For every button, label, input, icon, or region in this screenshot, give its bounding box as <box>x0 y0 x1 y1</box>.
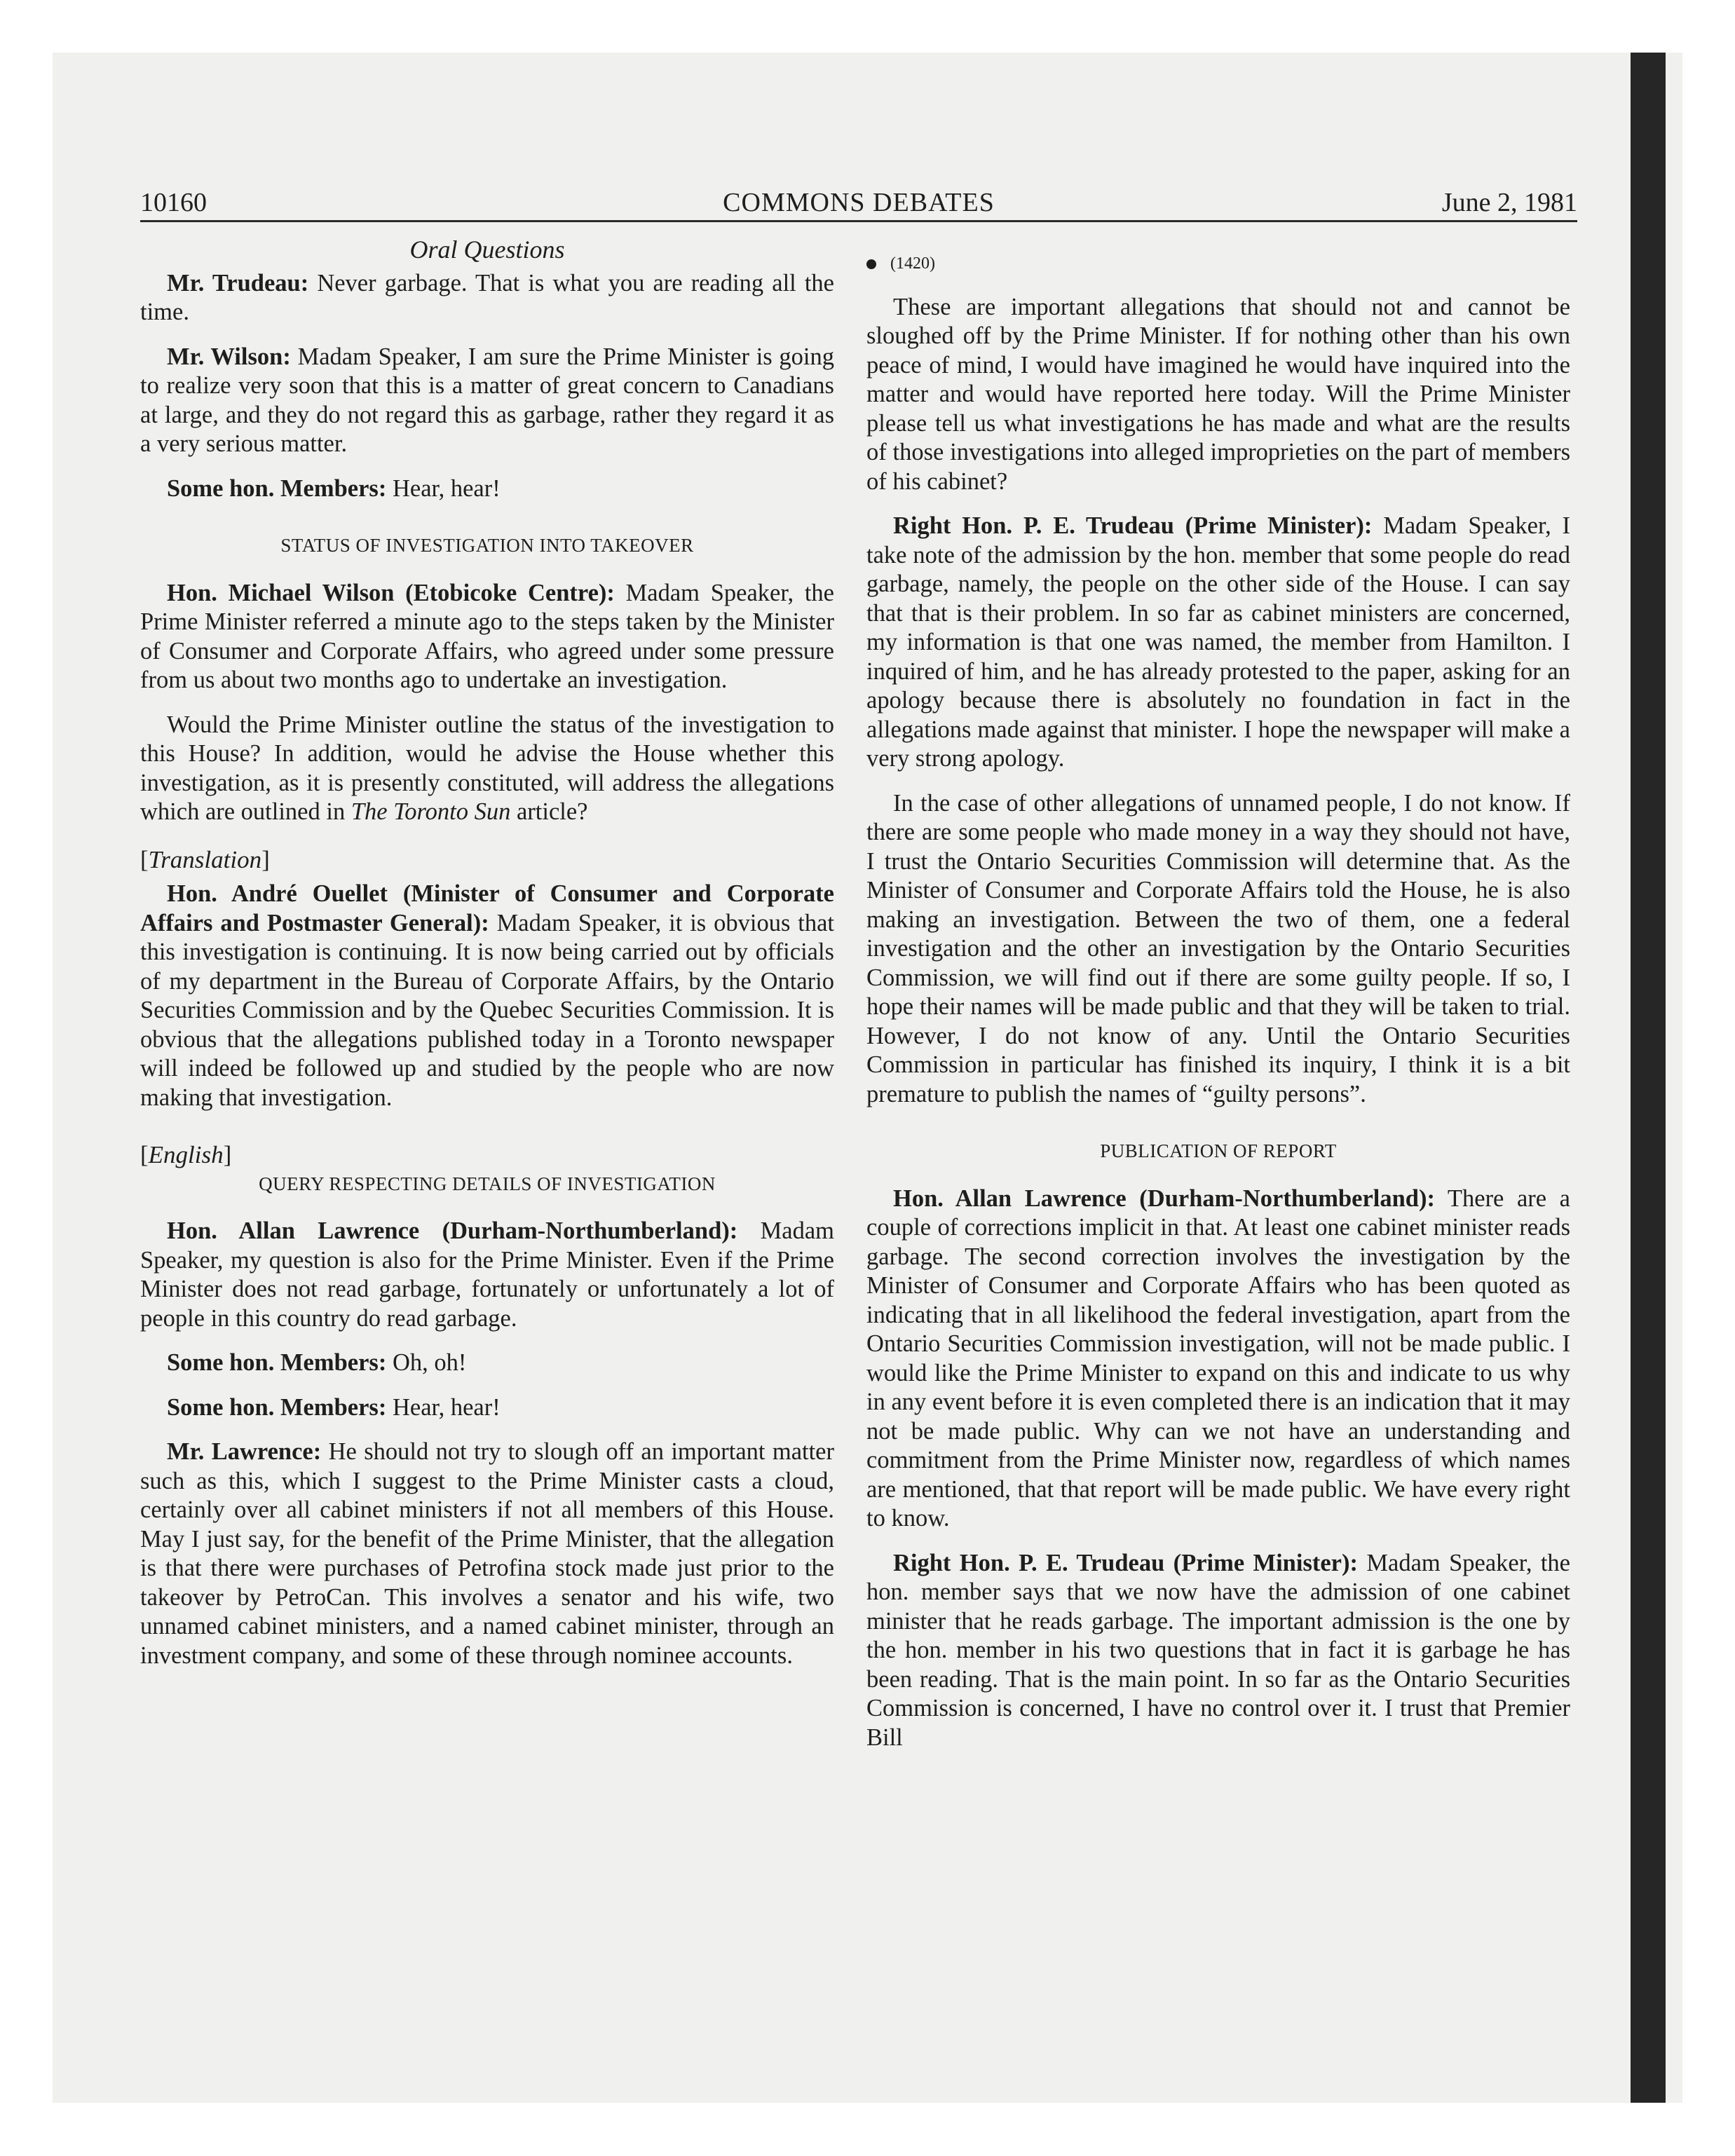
issue-date: June 2, 1981 <box>1441 188 1577 217</box>
paragraph: These are important allegations that should not and cannot be sloughed off by the Prime Minister. If for nothing other than his own peace of mind, I would have imagined he would have inquired into the matter and would have reported here today. Will the Prime Minister please tell us what investigations he has made and what are the results of those investigations into alleged improprieties on the part of members of his cabinet? <box>866 293 1570 495</box>
page-number: 10160 <box>140 188 207 217</box>
bullet-icon <box>866 259 876 269</box>
translation-label: [Translation] <box>140 845 270 873</box>
speaker-name: Hon. Allan Lawrence (Durham-Northumberland): <box>167 1217 738 1244</box>
paragraph: Some hon. Members: Hear, hear! <box>167 475 501 502</box>
time-marker: (1420) <box>866 250 1570 279</box>
paragraph: Some hon. Members: Oh, oh! <box>167 1349 467 1376</box>
section-heading: QUERY RESPECTING DETAILS OF INVESTIGATION <box>259 1173 716 1194</box>
speaker-name: Hon. Michael Wilson (Etobicoke Centre): <box>167 579 615 606</box>
paragraph: Mr. Wilson: Madam Speaker, I am sure the Prime Minister is going to realize very soon that this is a matter of great concern to Canadians at large, and they do not regard this as garbage, rather they regard it as a very serious matter. <box>140 343 835 457</box>
publication-title: COMMONS DEBATES <box>723 188 995 217</box>
speaker-name: Hon. Allan Lawrence (Durham-Northumberland): <box>893 1185 1435 1212</box>
section-label: Oral Questions <box>409 236 565 264</box>
english-label: [English] <box>140 1141 232 1168</box>
paragraph: Right Hon. P. E. Trudeau (Prime Minister): Madam Speaker, I take note of the admission by the hon. member that some people do read garbage, namely, the people on the other side of the House. I can say that that is their problem. In so far as cabinet ministers are concerned, my information is that one was named, the member from Hamilton. I inquired of him, and he has already protested to the paper, asking for an apology because there is absolutely no foundation in fact in the allegations made against that minister. I hope the newspaper will make a very strong apology. <box>866 512 1570 772</box>
running-header <box>140 185 1577 222</box>
paragraph: In the case of other allegations of unnamed people, I do not know. If there are some people who made money in a way they should not have, I trust the Ontario Securities Commission will determine that. As the Minister of Consumer and Corporate Affairs told the House, he is also making an investigation. Between the two of them, one a federal investigation and the other an investigation by the Ontario Securities Commission, we will find out if there are some guilty people. If so, I hope their names will be made public and that they will be taken to trial. However, I do not know of any. Until the Ontario Securities Commission in particular has finished its inquiry, I think it is a bit premature to publish the names of “guilty persons”. <box>866 789 1570 1107</box>
binding-edge <box>1631 53 1666 2103</box>
section-heading: STATUS OF INVESTIGATION INTO TAKEOVER <box>280 535 694 556</box>
speaker-name: Some hon. Members: <box>167 1393 387 1421</box>
paragraph: Right Hon. P. E. Trudeau (Prime Minister): Madam Speaker, the hon. member says that we now have the admission of one cabinet minister that he reads garbage. The important admission is the one by the hon. member in his two questions that in fact it is garbage he has been reading. That is the main point. In so far as the Ontario Securities Commission is concerned, I have no control over it. I trust that Premier Bill <box>866 1549 1570 1751</box>
speaker-name: Right Hon. P. E. Trudeau (Prime Minister): <box>893 512 1373 539</box>
speaker-name: Mr. Lawrence: <box>167 1438 322 1465</box>
speaker-name: Mr. Wilson: <box>167 343 291 370</box>
speaker-name: Some hon. Members: <box>167 475 387 502</box>
speaker-name: Right Hon. P. E. Trudeau (Prime Minister): <box>893 1549 1358 1576</box>
paragraph: Some hon. Members: Hear, hear! <box>167 1393 501 1421</box>
paragraph: Hon. Allan Lawrence (Durham-Northumberland): There are a couple of corrections implicit in that. At least one cabinet minister reads garbage. The second correction involves the investigation by the Minister of Consumer and Corporate Affairs who has been quoted as indicating that in all likelihood the federal investigation, apart from the Ontario Securities Commission investigation, will not be made public. I would like the Prime Minister to expand on this and indicate to us why in any event before it is even completed there is an indication that it may not be made public. Why can we not have an understanding and commitment from the Prime Minister now, regardless of which names are mentioned, that that report will be made public. We have every right to know. <box>866 1185 1571 1531</box>
paragraph: Hon. André Ouellet (Minister of Consumer and Corporate Affairs and Postmaster General): Madam Speaker, it is obvious that this investigation is continuing. It is now being carried out by officials of my department in the Bureau of Corporate Affairs, by the Ontario Securities Commission and by the Quebec Securities Commission. It is obvious that the allegations published today in a Toronto newspaper will indeed be followed up and studied by the people who are now making that investigation. <box>140 880 834 1111</box>
section-heading: PUBLICATION OF REPORT <box>1100 1140 1337 1161</box>
paragraph: Hon. Allan Lawrence (Durham-Northumberland): Madam Speaker, my question is also for the Prime Minister. Even if the Prime Minister does not read garbage, fortunately or unfortunately a lot of people in this country do read garbage. <box>140 1217 834 1332</box>
speaker-name: Hon. André Ouellet (Minister of Consumer and Corporate Affairs and Postmaster General): <box>140 880 834 936</box>
paragraph: Mr. Lawrence: He should not try to slough off an important matter such as this, which I suggest to the Prime Minister casts a cloud, certainly over all cabinet ministers if not all members of this House. May I just say, for the benefit of the Prime Minister, that the allegation is that there were purchases of Petrofina stock made just prior to the takeover by PetroCan. This involves a senator and his wife, two unnamed cabinet ministers, and a named cabinet minister, through an investment company, and some of these through nominee accounts. <box>140 1438 834 1669</box>
right-column <box>866 236 1570 1768</box>
newspaper-title: The Toronto Sun <box>351 798 511 825</box>
speaker-name: Mr. Trudeau: <box>167 269 309 296</box>
paragraph: Mr. Trudeau: Never garbage. That is what you are reading all the time. <box>140 269 834 325</box>
speaker-name: Some hon. Members: <box>167 1349 387 1376</box>
paragraph: Would the Prime Minister outline the status of the investigation to this House? In addition, would he advise the House whether this investigation, as it is presently constituted, will address the allegations which are outlined in The Toronto Sun article? <box>140 711 834 825</box>
left-column <box>140 236 834 1686</box>
paragraph: Hon. Michael Wilson (Etobicoke Centre): Madam Speaker, the Prime Minister referred a minute ago to the steps taken by the Minister of Consumer and Corporate Affairs, who agreed under some pressure from us about two months ago to undertake an investigation. <box>140 579 834 693</box>
